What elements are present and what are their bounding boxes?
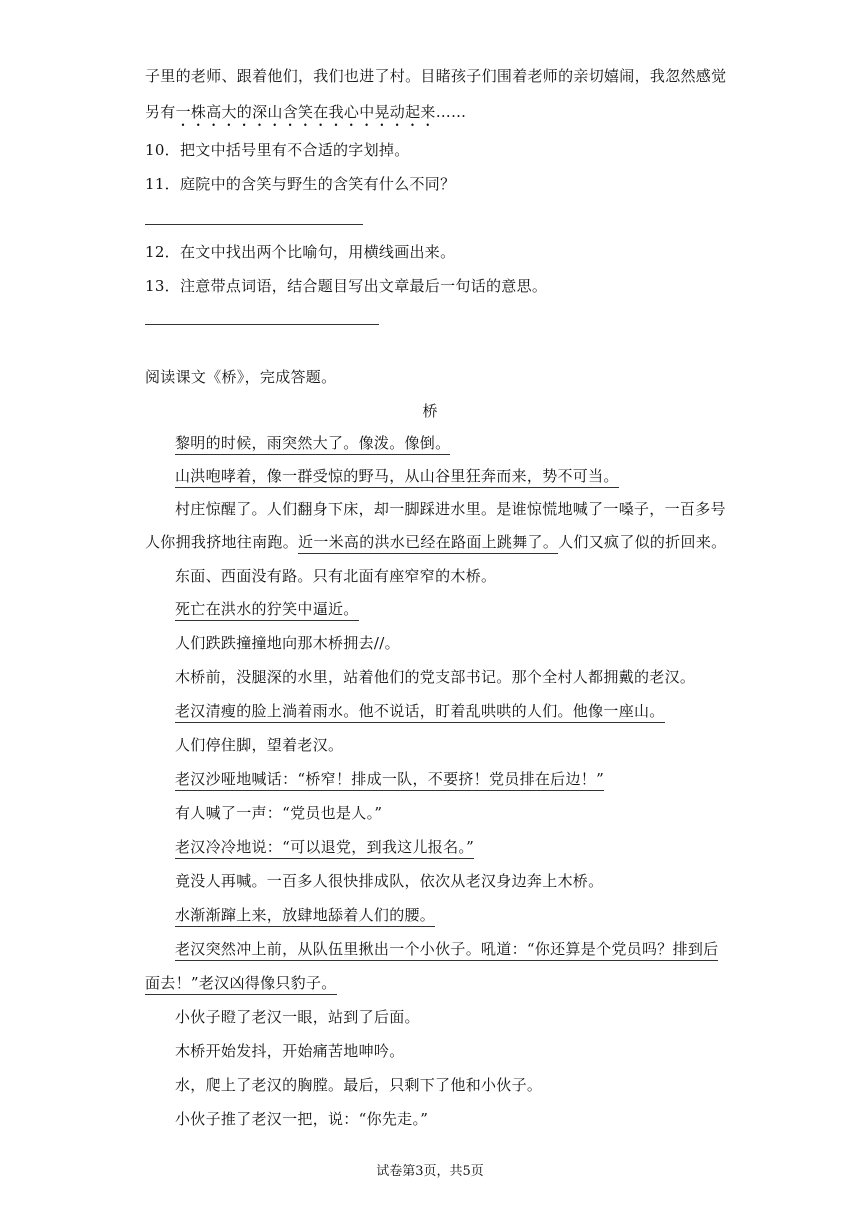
paragraph: 木桥开始发抖，开始痛苦地呻吟。 xyxy=(175,1042,405,1060)
paragraph xyxy=(175,433,450,453)
paragraph xyxy=(175,466,619,486)
paragraph: 小伙子推了老汉一把，说：“你先走。” xyxy=(175,1110,429,1128)
underlined-sentence: 近一米高的洪水已经在路面上跳舞了。 xyxy=(298,533,558,554)
paragraph: 竟没人再喊。一百多人很快排成队，依次从老汉身边奔上木桥。 xyxy=(175,872,604,890)
underlined-sentence: 黎明的时候，雨突然大了。像泼。像倒。 xyxy=(175,434,450,455)
paragraph xyxy=(145,532,726,552)
passage-line: 子里的老师、跟着他们，我们也进了村。目睹孩子们围着老师的亲切嬉闹，我忽然感觉 xyxy=(145,67,727,85)
underlined-sentence: 老汉突然冲上前，从队伍里揪出一个小伙子。吼道：“你还算是个党员吗？排到后 xyxy=(175,940,718,961)
story-title: 桥 xyxy=(422,402,438,420)
paragraph: 木桥前，没腿深的水里，站着他们的党支部书记。那个全村人都拥戴的老汉。 xyxy=(175,668,696,686)
page-footer: 试卷第3页，共5页 xyxy=(376,1164,484,1179)
paragraph: 人们停住脚，望着老汉。 xyxy=(175,736,344,754)
question-11: 11．庭院中的含笑与野生的含笑有什么不同？ xyxy=(145,175,456,193)
passage-text: 另有 xyxy=(145,103,176,121)
underlined-sentence: 老汉冷冷地说：“可以退党，到我这儿报名。” xyxy=(175,838,474,859)
answer-line[interactable] xyxy=(145,224,363,225)
paragraph xyxy=(175,701,665,721)
question-10: 10．把文中括号里有不合适的字划掉。 xyxy=(145,141,410,159)
paragraph xyxy=(175,837,474,857)
passage-line xyxy=(145,102,466,130)
paragraph xyxy=(175,939,718,959)
underlined-sentence: 老汉清瘦的脸上淌着雨水。他不说话，盯着乱哄哄的人们。他像一座山。 xyxy=(175,702,665,723)
paragraph xyxy=(175,905,435,925)
paragraph: 水，爬上了老汉的胸膛。最后，只剩下了他和小伙子。 xyxy=(175,1076,543,1094)
answer-line[interactable] xyxy=(145,324,379,325)
underlined-sentence: 死亡在洪水的狞笑中逼近。 xyxy=(175,600,359,621)
question-12: 12．在文中找出两个比喻句，用横线画出来。 xyxy=(145,243,456,261)
dotted-phrase: 一株高大的深山含笑在我心中晃动起来 xyxy=(175,103,436,121)
paragraph-text: 人们又疯了似的折回来。 xyxy=(558,533,727,551)
underlined-sentence: 老汉沙哑地喊话：“桥窄！排成一队，不要挤！党员排在后边！” xyxy=(175,770,604,791)
underlined-sentence: 面去！”老汉凶得像只豹子。 xyxy=(145,974,337,995)
paragraph xyxy=(145,973,337,993)
paragraph: 有人喊了一声：“党员也是人。” xyxy=(175,804,383,822)
paragraph xyxy=(175,599,359,619)
paragraph-text: 人你拥我挤地往南跑。 xyxy=(145,533,299,551)
paragraph: 村庄惊醒了。人们翻身下床，却一脚踩进水里。是谁惊慌地喊了一嗓子，一百多号 xyxy=(175,500,726,518)
passage-text: …… xyxy=(435,103,467,121)
paragraph: 小伙子瞪了老汉一眼，站到了后面。 xyxy=(175,1008,420,1026)
underlined-sentence: 山洪咆哮着，像一群受惊的野马，从山谷里狂奔而来，势不可当。 xyxy=(175,467,619,488)
paragraph: 人们跌跌撞撞地向那木桥拥去//。 xyxy=(175,634,400,652)
paragraph xyxy=(175,769,604,789)
section-intro: 阅读课文《桥》，完成答题。 xyxy=(145,368,337,386)
paragraph: 东面、西面没有路。只有北面有座窄窄的木桥。 xyxy=(175,567,497,585)
underlined-sentence: 水渐渐蹿上来，放肆地舔着人们的腰。 xyxy=(175,906,435,927)
question-13: 13．注意带点词语，结合题目写出文章最后一句话的意思。 xyxy=(145,277,548,295)
